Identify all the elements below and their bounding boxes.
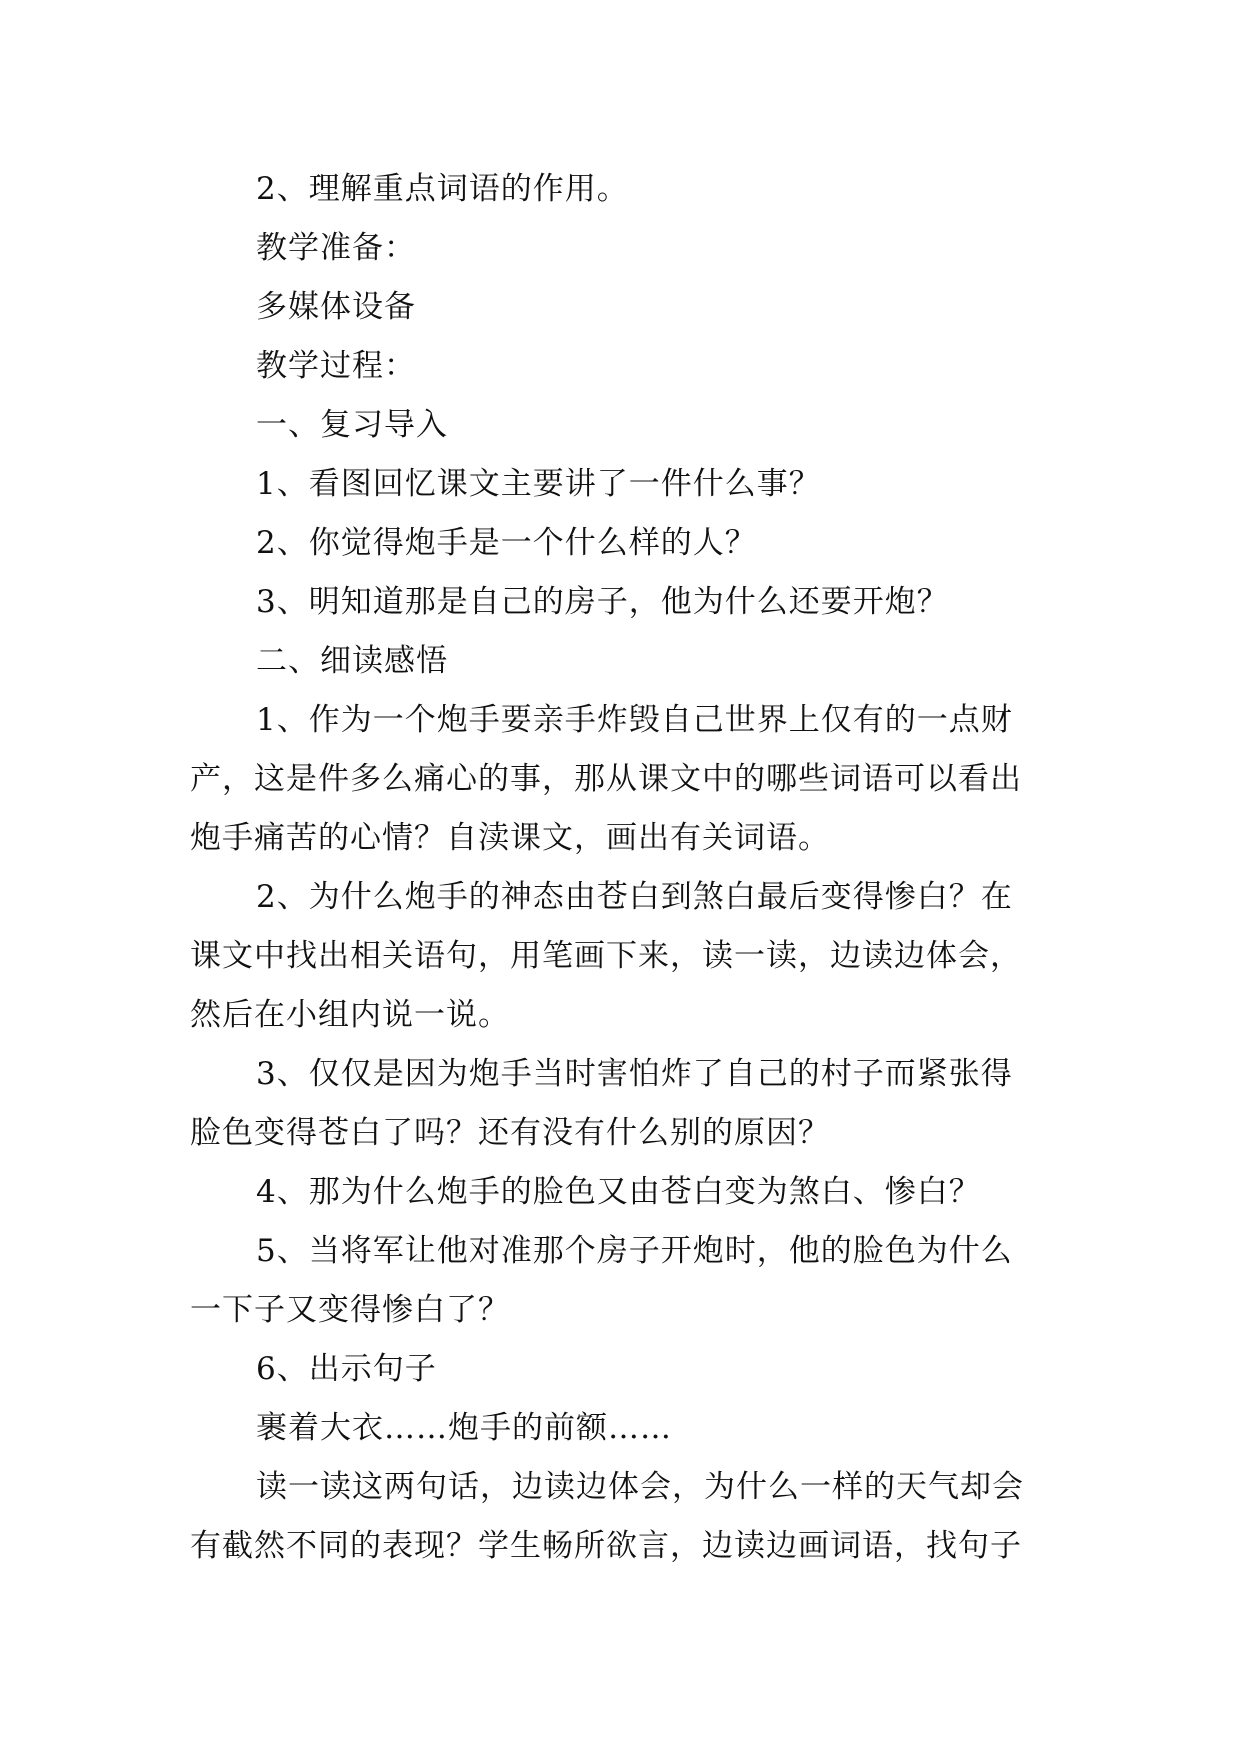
displayed-sentence: 裹着大衣……炮手的前额…… — [256, 1410, 672, 1446]
reading-item-1-line-2: 产，这是件多么痛心的事，那从课文中的哪些词语可以看出 — [190, 761, 1022, 797]
step-heading-reading: 二、细读感悟 — [256, 643, 448, 679]
reading-item-2-line-1: 2、为什么炮手的神态由苍白到煞白最后变得惨白？在 — [256, 879, 1013, 915]
section-heading-preparation: 教学准备： — [256, 230, 416, 266]
review-question-2: 2、你觉得炮手是一个什么样的人？ — [256, 525, 757, 561]
section-heading-process: 教学过程： — [256, 348, 416, 384]
reading-item-5-line-1: 5、当将军让他对准那个房子开炮时，他的脸色为什么 — [256, 1233, 1013, 1269]
step-heading-review: 一、复习导入 — [256, 407, 448, 443]
reading-item-2-line-3: 然后在小组内说一说。 — [190, 997, 510, 1033]
objective-line: 2、理解重点词语的作用。 — [256, 171, 629, 207]
lesson-plan-text — [190, 160, 1058, 1576]
review-question-3: 3、明知道那是自己的房子，他为什么还要开炮？ — [256, 584, 949, 620]
reading-item-5-line-2: 一下子又变得惨白了？ — [190, 1292, 510, 1328]
reading-item-3-line-1: 3、仅仅是因为炮手当时害怕炸了自己的村子而紧张得 — [256, 1056, 1013, 1092]
reading-item-1-line-3: 炮手痛苦的心情？自渎课文，画出有关词语。 — [190, 820, 830, 856]
reading-item-4: 4、那为什么炮手的脸色又由苍白变为煞白、惨白？ — [256, 1174, 981, 1210]
discussion-line-2: 有截然不同的表现？学生畅所欲言，边读边画词语，找句子 — [190, 1528, 1022, 1564]
reading-item-6: 6、出示句子 — [256, 1351, 437, 1387]
reading-item-1-line-1: 1、作为一个炮手要亲手炸毁自己世界上仅有的一点财 — [256, 702, 1013, 738]
discussion-line-1: 读一读这两句话，边读边体会，为什么一样的天气却会 — [256, 1469, 1024, 1505]
review-question-1: 1、看图回忆课文主要讲了一件什么事？ — [256, 466, 821, 502]
preparation-item: 多媒体设备 — [256, 289, 416, 325]
reading-item-3-line-2: 脸色变得苍白了吗？还有没有什么别的原因？ — [190, 1115, 830, 1151]
reading-item-2-line-2: 课文中找出相关语句，用笔画下来，读一读，边读边体会， — [190, 938, 1022, 974]
